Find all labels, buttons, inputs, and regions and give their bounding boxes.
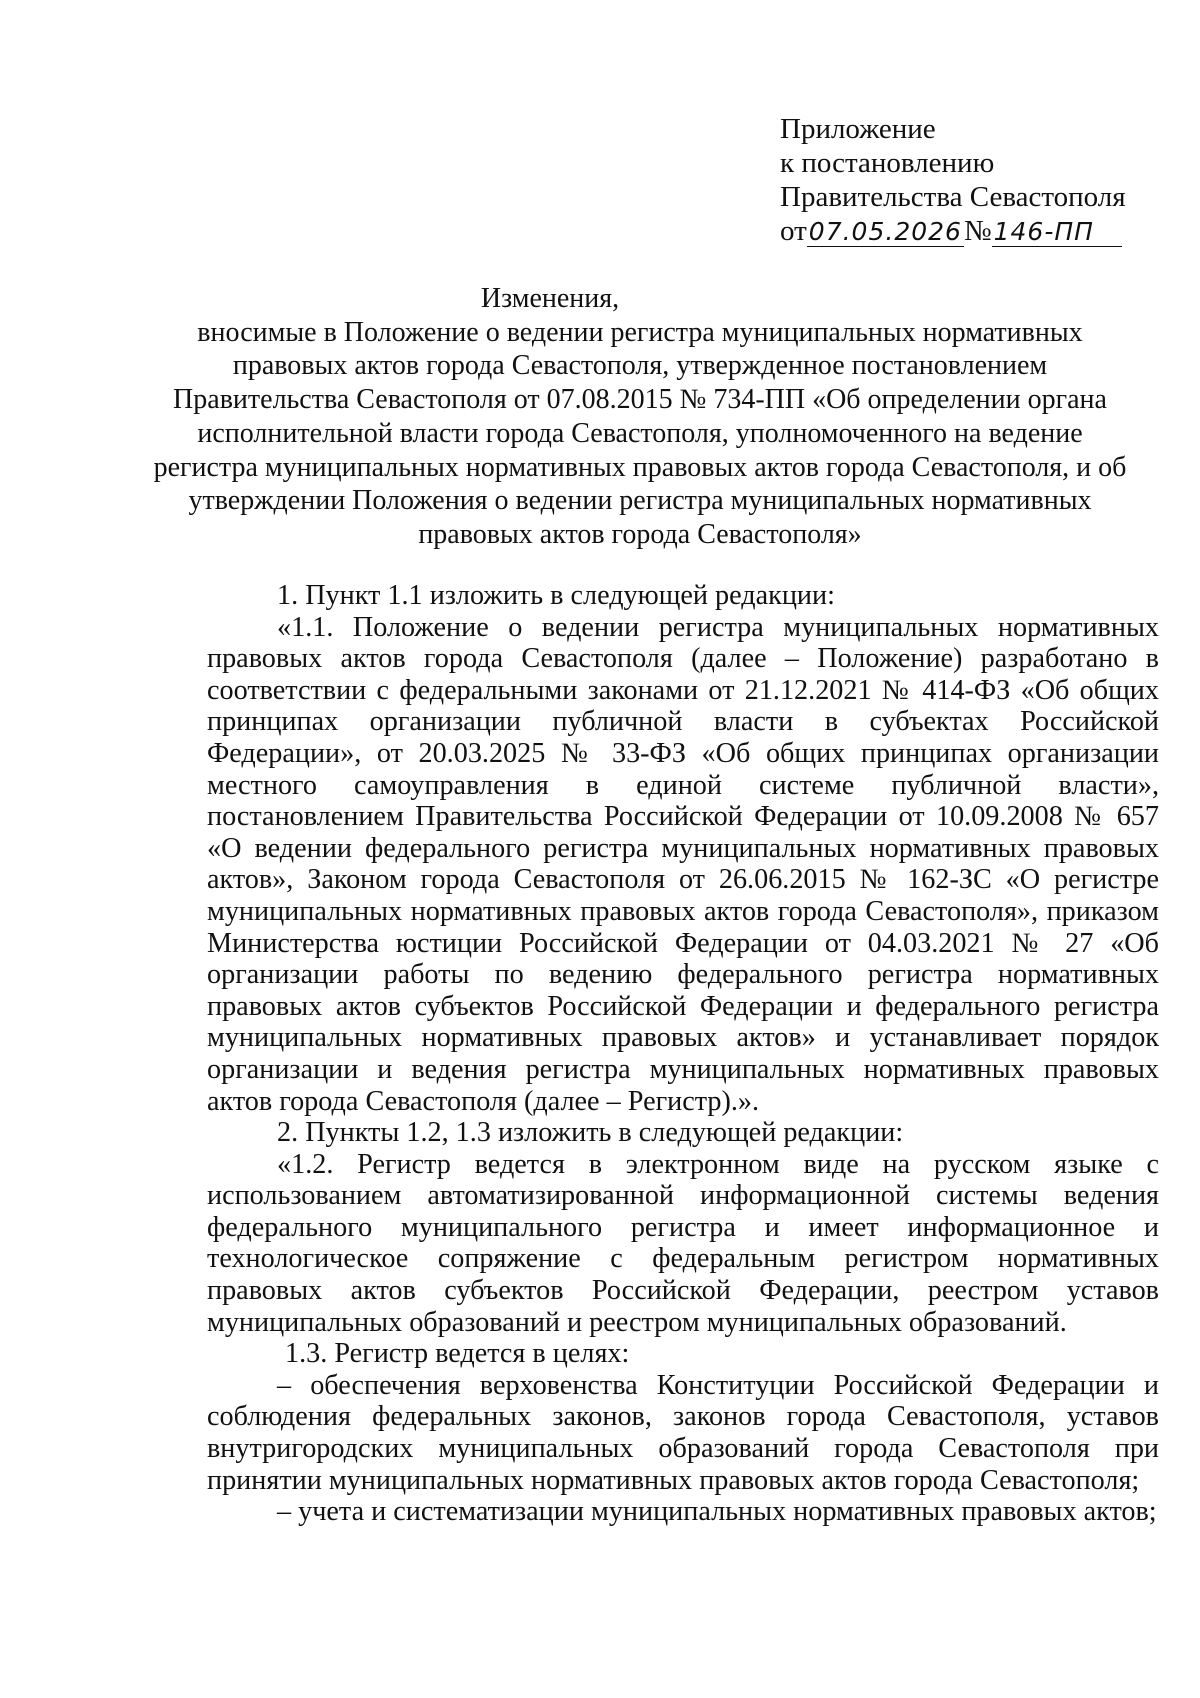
paragraph-item-1-1: «1.1. Положение о ведении регистра муниципальных нормативных правовых актов города Севастополя (далее – Положение) разработано в соответствии с федеральными законами от 21.12.2021 № 414-ФЗ «Об общих принципах организации публичной власти в субъектах Российской Федерации», от 20.03.2025 № 33-ФЗ «Об общих принципах организации местного самоуправления в единой системе публичной власти», постановлением Правительства Российской Федерации от 10.09.2008 № 657 «О ведении федерального регистра муниципальных нормативных правовых актов», Законом города Севастополя от 26.06.2015 № 162-ЗС «О регистре муниципальных нормативных правовых актов города Севастополя», приказом Министерства юстиции Российской Федерации от 04.03.2021 № 27 «Об организации работы по ведению федерального регистра нормативных правовых актов субъектов Российской Федерации и федерального регистра муниципальных нормативных правовых актов» и устанавливает порядок организации и ведения регистра муниципальных нормативных правовых актов города Севастополя (далее – Регистр).». bbox=[207, 611, 1159, 1117]
document-body bbox=[207, 580, 1159, 1528]
title-heading: Изменения, bbox=[480, 283, 620, 314]
document-title bbox=[150, 282, 1130, 552]
approval-line-government: Правительства Севастополя bbox=[780, 181, 1126, 213]
approval-date-number-line bbox=[780, 214, 1126, 249]
paragraph-item-1-3: 1.3. Регистр ведется в целях: bbox=[285, 1338, 630, 1370]
number-label: № bbox=[963, 215, 992, 247]
from-label: от bbox=[780, 215, 807, 247]
paragraph-bullet-1: – обеспечения верховенства Конституции Российской Федерации и соблюдения федеральных законов, законов города Севастополя, уставов внутригородских муниципальных образований города Севастополя при принятии муниципальных нормативных правовых актов города Севастополя; bbox=[207, 1369, 1159, 1496]
handwritten-date: 07.05.2026 bbox=[808, 217, 962, 246]
paragraph-item-2: 2. Пункты 1.2, 1.3 изложить в следующей редакции: bbox=[277, 1117, 904, 1149]
paragraph-item-1-2: «1.2. Регистр ведется в электронном виде на русском языке с использованием автоматизированной информационной системы ведения федерального муниципального регистра и имеет информационное и технологическое сопряжение с федеральным регистром нормативных правовых актов субъектов Российской Федерации, реестром уставов муниципальных образований и реестром муниципальных образований. bbox=[207, 1148, 1159, 1338]
paragraph-item-1: 1. Пункт 1.1 изложить в следующей редакции: bbox=[277, 580, 835, 611]
paragraph-bullet-2: – учета и систематизации муниципальных нормативных правовых актов; bbox=[277, 1496, 1157, 1528]
title-subtitle: вносимые в Положение о ведении регистра муниципальных нормативных правовых актов города Севастополя, утвержденное постановлением Правительства Севастополя от 07.08.2015 № 734-ПП «Об определении органа исполнительной власти города Севастополя, уполномоченного на ведение регистра муниципальных нормативных правовых актов города Севастополя, и об утверждении Положения о ведении регистра муниципальных нормативных правовых актов города Севастополя» bbox=[153, 316, 1127, 550]
approval-block bbox=[780, 112, 1126, 249]
approval-line-appendix: Приложение bbox=[780, 113, 936, 145]
handwritten-number: 146-ПП bbox=[992, 217, 1122, 247]
approval-line-to-resolution: к постановлению bbox=[780, 147, 995, 179]
